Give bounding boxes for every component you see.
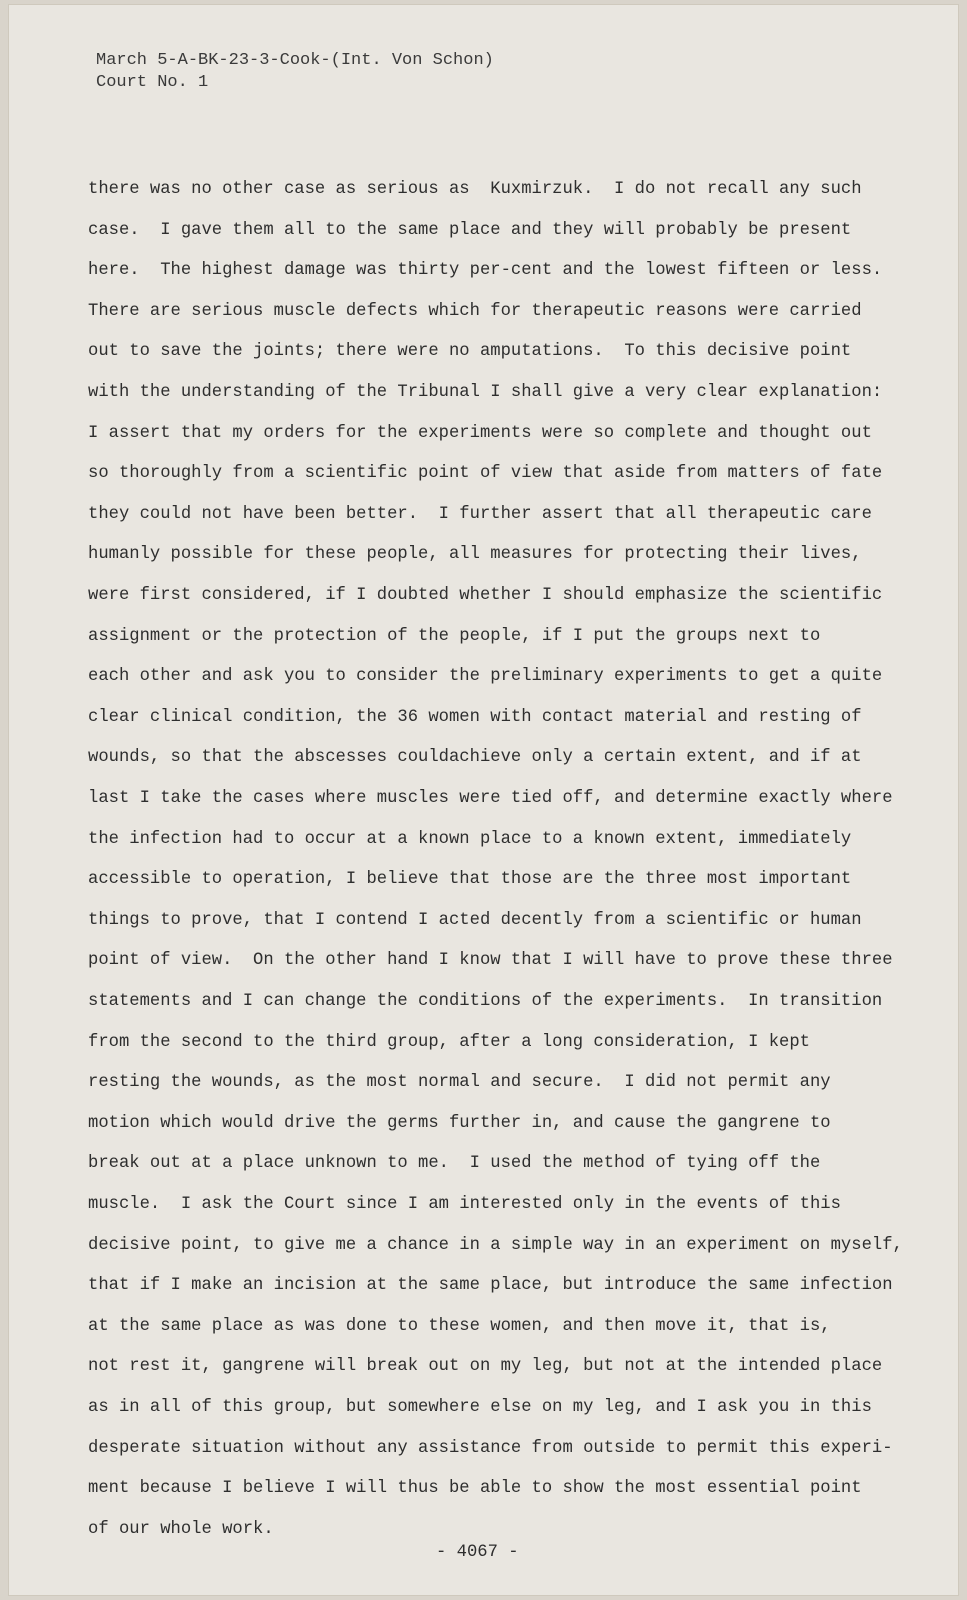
text-line: resting the wounds, as the most normal and secure. I did not permit any [88, 1073, 831, 1093]
text-line: that if I make an incision at the same place, but introduce the same infection [88, 1276, 893, 1296]
text-line: each other and ask you to consider the preliminary experiments to get a quite [88, 667, 883, 687]
text-line: from the second to the third group, after a long consideration, I kept [88, 1032, 810, 1052]
text-line: muscle. I ask the Court since I am interested only in the events of this [88, 1195, 841, 1214]
text-line: wounds, so that the abscesses couldachieve only a certain extent, and if at [88, 748, 862, 768]
text-line: point of view. On the other hand I know that I will have to prove these three [88, 951, 893, 971]
text-line: ment because I believe I will thus be able to show the most essential point [88, 1479, 862, 1499]
header-reference-line: March 5-A-BK-23-3-Cook-(Int. Von Schon) [96, 51, 494, 70]
text-line: break out at a place unknown to me. I used the method of tying off the [88, 1154, 821, 1174]
text-line: out to save the joints; there were no amputations. To this decisive point [88, 342, 852, 362]
text-line: here. The highest damage was thirty per-cent and the lowest fifteen or less. [88, 261, 883, 281]
text-line: decisive point, to give me a chance in a simple way in an experiment on myself, [88, 1235, 903, 1255]
text-line: the infection had to occur at a known place to a known extent, immediately [88, 829, 852, 849]
text-line: with the understanding of the Tribunal I shall give a very clear explanation: [88, 383, 883, 402]
text-line: things to prove, that I contend I acted decently from a scientific or human [88, 910, 862, 930]
text-line: as in all of this group, but somewhere else on my leg, and I ask you in this [88, 1398, 872, 1417]
text-line: at the same place as was done to these women, and then move it, that is, [88, 1316, 831, 1336]
text-line: last I take the cases where muscles were tied off, and determine exactly where [88, 789, 893, 808]
text-line: humanly possible for these people, all measures for protecting their lives, [88, 545, 862, 565]
text-line: There are serious muscle defects which for therapeutic reasons were carried [88, 301, 862, 321]
text-line: were first considered, if I doubted whether I should emphasize the scientific [88, 586, 883, 605]
text-line: I assert that my orders for the experiments were so complete and thought out [88, 423, 872, 443]
page-number: - 4067 - [436, 1543, 519, 1562]
document-header [96, 50, 494, 94]
text-line: assignment or the protection of the people, if I put the groups next to [88, 626, 821, 646]
text-line: motion which would drive the germs further in, and cause the gangrene to [88, 1113, 831, 1133]
header-court-line: Court No. 1 [96, 73, 209, 92]
text-line: case. I gave them all to the same place and they will probably be present [88, 220, 852, 240]
text-line: accessible to operation, I believe that those are the three most important [88, 870, 852, 890]
text-line: statements and I can change the conditions of the experiments. In transition [88, 992, 883, 1011]
text-line: so thoroughly from a scientific point of view that aside from matters of fate [88, 464, 883, 484]
text-line: not rest it, gangrene will break out on my leg, but not at the intended place [88, 1357, 883, 1377]
text-line: there was no other case as serious as Kuxmirzuk. I do not recall any such [88, 180, 862, 199]
text-line: desperate situation without any assistance from outside to permit this experi- [88, 1438, 893, 1458]
document-page [8, 4, 959, 1596]
text-line: of our whole work. [88, 1519, 274, 1539]
text-line: they could not have been better. I further assert that all therapeutic care [88, 504, 872, 524]
text-line: clear clinical condition, the 36 women with contact material and resting of [88, 707, 862, 727]
